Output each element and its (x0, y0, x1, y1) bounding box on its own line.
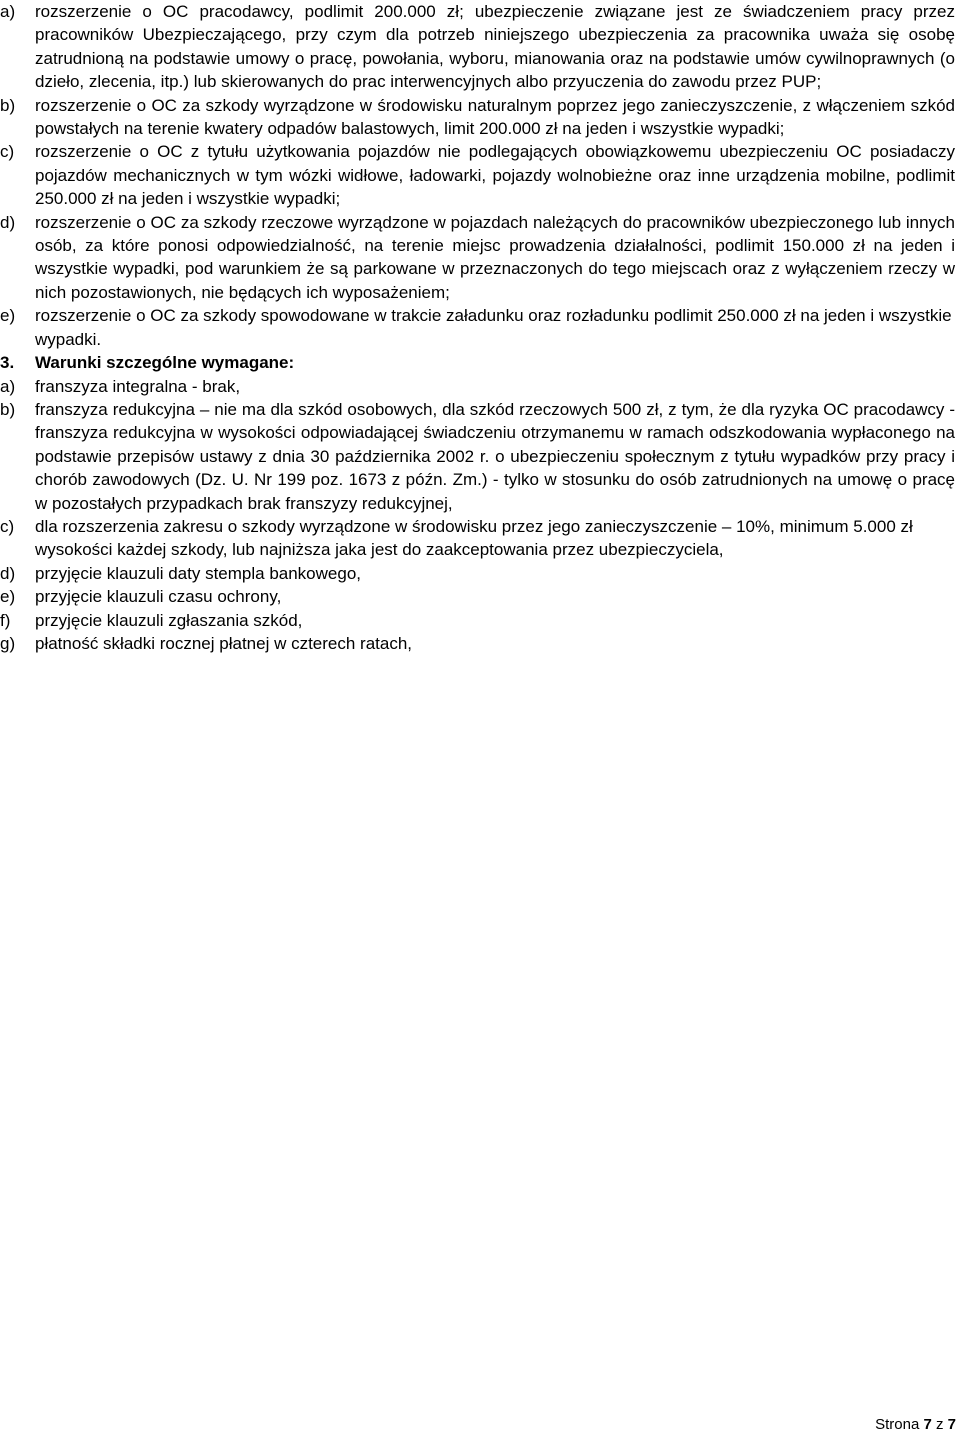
list-marker: b) (0, 399, 16, 419)
list-item-text: rozszerzenie o OC za szkody rzeczowe wyrządzone w pojazdach należących do pracowników ubezpieczonego lub innych osób, za które ponosi odpowiedzialność, na terenie miejsc prowadzenia działalności, podlimit 150.000 zł na jeden i wszystkie wypadki, pod warunkiem że są parkowane w przeznaczonych do tego miejscach oraz z wyłączeniem rzeczy w nich pozostawionych, nie będących ich wyposażeniem; (35, 212, 955, 302)
list-marker: a) (0, 376, 16, 396)
list-item-text: przyjęcie klauzuli daty stempla bankowego, (35, 563, 362, 583)
list-item (0, 585, 960, 608)
list-marker: c) (0, 516, 15, 536)
section-number: 3. (0, 353, 15, 373)
list-marker: d) (0, 212, 16, 232)
list-item-text: rozszerzenie o OC za szkody spowodowane w trakcie załadunku oraz rozładunku podlimit 250.000 zł na jeden i wszystkie wypadki. (35, 306, 952, 349)
list-item-text: przyjęcie klauzuli zgłaszania szkód, (35, 610, 303, 630)
list-item (0, 398, 960, 515)
list-item (0, 211, 960, 305)
list-item (0, 140, 960, 210)
section-title: Warunki szczególne wymagane: (35, 353, 295, 373)
page-total: 7 (947, 1416, 956, 1433)
document-body (0, 0, 960, 655)
list-marker: c) (0, 142, 15, 162)
list-item-text: płatność składki rocznej płatnej w czterech ratach, (35, 633, 413, 653)
list-item-text: franszyza integralna - brak, (35, 376, 241, 396)
section-heading (0, 351, 960, 374)
list-item-text: przyjęcie klauzuli czasu ochrony, (35, 587, 282, 607)
list-item (0, 632, 960, 655)
list-item-text: rozszerzenie o OC pracodawcy, podlimit 200.000 zł; ubezpieczenie związane jest ze świadczeniem pracy przez pracowników Ubezpieczającego, przy czym dla potrzeb niniejszego ubezpieczenia za pracownika uważa się osobę zatrudnioną na podstawie umowy o pracę, powołania, wyboru, mianowania oraz na podstawie umów cywilnoprawnych (o dzieło, zlecenia, itp.) lub skierowanych do prac interwencyjnych albo przyuczenia do zawodu przez PUP; (35, 2, 955, 92)
page-footer (875, 1416, 956, 1434)
list-marker: e) (0, 306, 16, 326)
list-marker: e) (0, 587, 16, 607)
page-current: 7 (923, 1416, 932, 1433)
list-item (0, 0, 960, 94)
list-marker: d) (0, 563, 16, 583)
list-item-text: rozszerzenie o OC z tytułu użytkowania pojazdów nie podlegających obowiązkowemu ubezpieczeniu OC posiadaczy pojazdów mechanicznych w tym wózki widłowe, ładowarki, pojazdy wolnobieżne oraz inne urządzenia mobilne, podlimit 250.000 zł na jeden i wszystkie wypadki; (35, 142, 955, 209)
page-label: Strona (875, 1416, 920, 1433)
list-item (0, 515, 960, 562)
page-separator: z (935, 1416, 944, 1433)
list-item (0, 562, 960, 585)
list-marker: a) (0, 2, 16, 21)
list-item (0, 375, 960, 398)
list-item-text: franszyza redukcyjna – nie ma dla szkód osobowych, dla szkód rzeczowych 500 zł, z tym, że dla ryzyka OC pracodawcy - franszyza redukcyjna w wysokości odpowiadającej świadczeniu otrzymanemu w ramach odszkodowania wypłaconego na podstawie przepisów ustawy z dnia 30 października 2002 r. o ubezpieczeniu społecznym z tytułu wypadków przy pracy i chorób zawodowych (Dz. U. Nr 199 poz. 1673 z późn. Zm.) - tylko w stosunku do osób zatrudnionych na umowę o pracę w pozostałych przypadkach brak franszyzy redukcyjnej, (35, 399, 955, 513)
list-item-text: dla rozszerzenia zakresu o szkody wyrządzone w środowisku przez jego zanieczyszczenie – 10%, minimum 5.000 zł wysokości każdej szkody, lub najniższa jaka jest do zaakceptowania przez ubezpieczyciela, (35, 516, 913, 560)
list-marker: f) (0, 610, 11, 630)
list-item (0, 94, 960, 141)
list-item (0, 609, 960, 632)
list-marker: g) (0, 633, 16, 653)
list-marker: b) (0, 95, 16, 115)
list-item (0, 304, 960, 351)
list-item-text: rozszerzenie o OC za szkody wyrządzone w środowisku naturalnym poprzez jego zanieczyszczenie, z włączeniem szkód powstałych na terenie kwatery odpadów balastowych, limit 200.000 zł na jeden i wszystkie wypadki; (35, 95, 955, 139)
